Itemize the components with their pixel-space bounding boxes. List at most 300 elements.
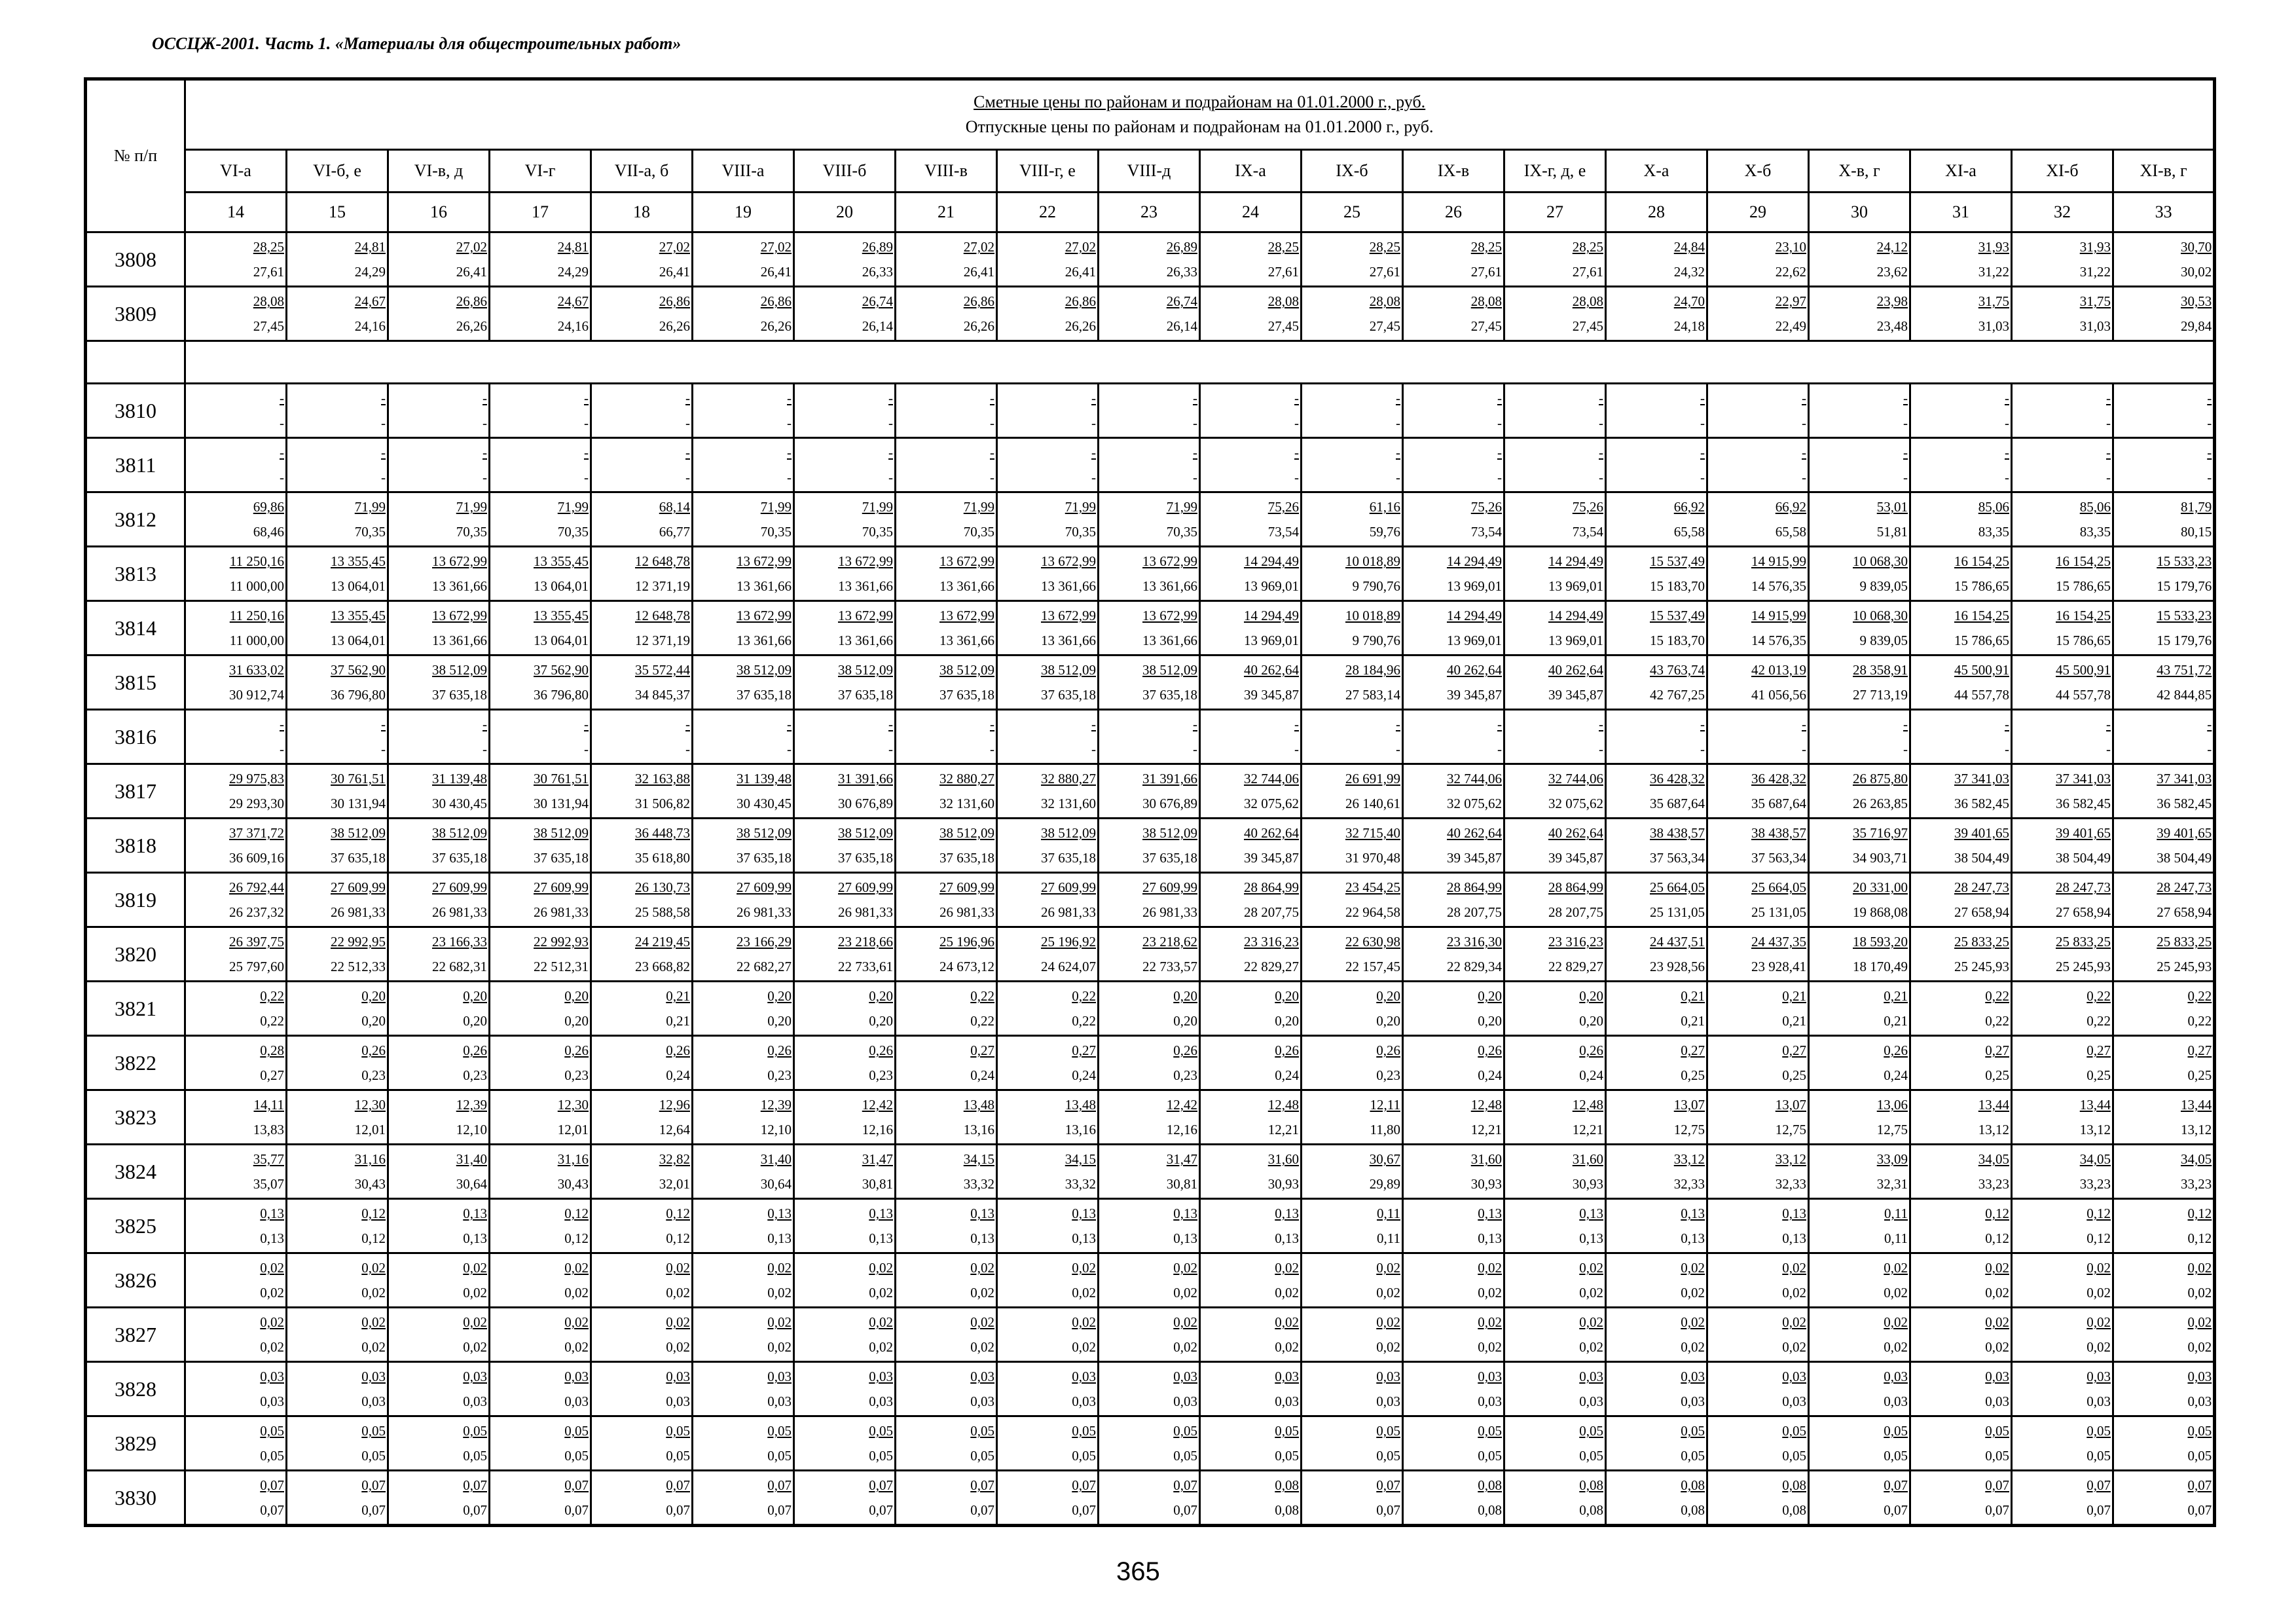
estimated-price: 0,03: [1884, 1369, 1908, 1384]
estimated-price: 0,03: [1782, 1369, 1806, 1384]
price-cell: [1302, 1471, 1403, 1526]
release-price: 24,18: [1673, 318, 1705, 334]
release-price: 27,61: [1572, 264, 1603, 280]
release-price: 0,21: [1681, 1013, 1705, 1029]
release-price: -: [584, 415, 589, 431]
release-price: 12,01: [354, 1122, 386, 1137]
estimated-price: -: [2106, 390, 2111, 406]
estimated-price: 10 018,89: [1345, 553, 1400, 569]
release-price: 27 658,94: [2157, 904, 2212, 920]
release-price: 13 361,66: [939, 578, 994, 594]
row-number: 3823: [86, 1090, 185, 1145]
table-row: [86, 873, 2215, 927]
release-price: 13 361,66: [838, 578, 893, 594]
price-cell: [1200, 287, 1302, 341]
price-cell: [591, 1253, 693, 1308]
release-price: 31,03: [2079, 318, 2111, 334]
estimated-price: 26,86: [456, 293, 487, 309]
price-cell: [1200, 384, 1302, 438]
release-price: 12,10: [760, 1122, 792, 1137]
estimated-price: 0,26: [1478, 1043, 1502, 1058]
release-price: 11,80: [1370, 1122, 1400, 1137]
estimated-price: -: [483, 445, 487, 460]
release-price: 70,35: [862, 524, 893, 540]
estimated-price: 28,25: [1470, 239, 1502, 255]
price-cell: [1504, 492, 1606, 547]
price-cell: [1200, 1145, 1302, 1199]
price-cell: [1403, 492, 1504, 547]
estimated-price: 24,81: [557, 239, 589, 255]
release-price: 0,12: [666, 1230, 690, 1246]
estimated-price: -: [1294, 390, 1299, 406]
row-number: 3818: [86, 819, 185, 873]
price-cell: [287, 1036, 388, 1090]
price-cell: [388, 287, 490, 341]
release-price: 0,02: [1275, 1285, 1299, 1301]
release-price: 0,05: [1478, 1448, 1502, 1464]
estimated-price: 23 218,62: [1142, 934, 1197, 950]
estimated-price: -: [1802, 390, 1806, 406]
estimated-price: 34,15: [963, 1151, 994, 1167]
estimated-price: 85,06: [2079, 499, 2111, 515]
column-number: 23: [1099, 193, 1200, 232]
estimated-price: 0,03: [1681, 1369, 1705, 1384]
price-cell: [388, 1253, 490, 1308]
price-cell: [1910, 710, 2012, 764]
release-price: 37 635,18: [534, 850, 589, 866]
release-price: 37 635,18: [331, 850, 386, 866]
release-price: 0,23: [869, 1067, 893, 1083]
price-cell: [794, 710, 896, 764]
estimated-price: -: [483, 390, 487, 406]
estimated-price: -: [1903, 445, 1908, 460]
price-cell: [591, 438, 693, 492]
estimated-price: 53,01: [1876, 499, 1908, 515]
price-cell: [2113, 927, 2215, 982]
spacer-cell: [86, 341, 185, 384]
estimated-price: -: [990, 390, 994, 406]
price-cell: [287, 819, 388, 873]
estimated-price: -: [1497, 390, 1502, 406]
price-cell: [287, 384, 388, 438]
estimated-price: 12,42: [862, 1097, 893, 1113]
price-cell: [1302, 873, 1403, 927]
price-cell: [1200, 819, 1302, 873]
release-price: -: [1193, 741, 1197, 757]
column-number: 22: [997, 193, 1099, 232]
price-cell: [1606, 1090, 1707, 1145]
price-cell: [287, 492, 388, 547]
estimated-price: 13 672,99: [432, 608, 487, 623]
release-price: 0,20: [1173, 1013, 1197, 1029]
estimated-price: 0,03: [1579, 1369, 1603, 1384]
price-cell: [1809, 927, 1910, 982]
price-cell: [794, 655, 896, 710]
release-price: 30,02: [2180, 264, 2212, 280]
estimated-price: 43 751,72: [2157, 662, 2212, 678]
price-cell: [1707, 601, 1809, 655]
price-cell: [1099, 384, 1200, 438]
table-row: [86, 1199, 2215, 1253]
release-price: 13 969,01: [1548, 578, 1603, 594]
price-cell: [287, 1253, 388, 1308]
estimated-price: 27 609,99: [1142, 879, 1197, 895]
release-price: 13 969,01: [1447, 578, 1502, 594]
estimated-price: 35 716,97: [1853, 825, 1908, 841]
release-price: 26 981,33: [838, 904, 893, 920]
release-price: 0,03: [1884, 1393, 1908, 1409]
price-cell: [1809, 710, 1910, 764]
release-price: 31,03: [1978, 318, 2009, 334]
release-price: 0,12: [564, 1230, 589, 1246]
estimated-price: 0,02: [361, 1314, 386, 1330]
estimated-price: 0,12: [666, 1206, 690, 1221]
estimated-price: 31,40: [760, 1151, 792, 1167]
estimated-price: 38 512,09: [838, 662, 893, 678]
release-price: 0,02: [2187, 1285, 2212, 1301]
price-cell: [490, 492, 591, 547]
price-cell: [794, 1253, 896, 1308]
release-price: 0,05: [564, 1448, 589, 1464]
estimated-price: 0,02: [260, 1260, 284, 1276]
estimated-price: 14 294,49: [1447, 608, 1502, 623]
price-cell: [693, 982, 794, 1036]
estimated-price: 0,03: [1985, 1369, 2009, 1384]
estimated-price: 0,13: [1478, 1206, 1502, 1221]
estimated-price: 26,86: [760, 293, 792, 309]
estimated-price: 13 672,99: [838, 553, 893, 569]
price-cell: [794, 492, 896, 547]
release-price: 0,02: [564, 1285, 589, 1301]
release-price: 0,02: [1681, 1285, 1705, 1301]
release-price: 0,12: [2187, 1230, 2212, 1246]
release-price: -: [1802, 741, 1806, 757]
price-cell: [490, 710, 591, 764]
release-price: 13,83: [253, 1122, 284, 1137]
price-cell: [1910, 1471, 2012, 1526]
row-number: 3810: [86, 384, 185, 438]
price-cell: [2113, 1090, 2215, 1145]
estimated-price: 31 139,48: [737, 771, 792, 786]
estimated-price: 0,20: [767, 988, 792, 1004]
estimated-price: 28,25: [1572, 239, 1603, 255]
release-price: 12,21: [1572, 1122, 1603, 1137]
release-price: 39 345,87: [1447, 850, 1502, 866]
estimated-price: 12,39: [760, 1097, 792, 1113]
region-header: VI-а: [185, 150, 287, 193]
release-price: 24,29: [354, 264, 386, 280]
row-number: 3813: [86, 547, 185, 601]
estimated-price: 14,11: [253, 1097, 284, 1113]
release-price: 27,61: [1267, 264, 1299, 280]
price-cell: [388, 710, 490, 764]
price-cell: [896, 927, 997, 982]
row-number: 3826: [86, 1253, 185, 1308]
price-cell: [1606, 1145, 1707, 1199]
release-price: 0,05: [463, 1448, 487, 1464]
price-cell: [287, 1090, 388, 1145]
price-cell: [1302, 1308, 1403, 1362]
estimated-price: 13,44: [1978, 1097, 2009, 1113]
release-price: 0,07: [1376, 1502, 1400, 1518]
release-price: 0,05: [1884, 1448, 1908, 1464]
price-cell: [591, 1145, 693, 1199]
price-cell: [693, 927, 794, 982]
estimated-price: 38 512,09: [838, 825, 893, 841]
price-cell: [2012, 1308, 2113, 1362]
release-price: 0,02: [2086, 1339, 2111, 1355]
release-price: 26,26: [456, 318, 487, 334]
column-number: 24: [1200, 193, 1302, 232]
price-cell: [1910, 655, 2012, 710]
release-price: 0,02: [869, 1339, 893, 1355]
release-price: -: [888, 415, 893, 431]
estimated-price: 13,44: [2180, 1097, 2212, 1113]
release-price: 0,08: [1782, 1502, 1806, 1518]
table-row: [86, 764, 2215, 819]
header-region-row: [86, 150, 2215, 193]
release-price: 0,24: [1275, 1067, 1299, 1083]
estimated-price: 0,27: [1985, 1043, 2009, 1058]
release-price: -: [1903, 741, 1908, 757]
price-cell: [896, 819, 997, 873]
price-cell: [490, 1308, 591, 1362]
price-cell: [1504, 710, 1606, 764]
release-price: 0,03: [1173, 1393, 1197, 1409]
price-cell: [1809, 492, 1910, 547]
price-cell: [1809, 601, 1910, 655]
price-cell: [2113, 1471, 2215, 1526]
release-price: 66,77: [659, 524, 690, 540]
price-cell: [693, 601, 794, 655]
release-price: 0,13: [1681, 1230, 1705, 1246]
price-table: [84, 77, 2216, 1527]
estimated-price: 15 533,23: [2157, 608, 2212, 623]
estimated-price: -: [381, 716, 386, 732]
price-cell: [2012, 1036, 2113, 1090]
release-price: 0,11: [1884, 1230, 1908, 1246]
release-price: 0,05: [1579, 1448, 1603, 1464]
table-body: [86, 232, 2215, 1526]
release-price: 0,02: [463, 1339, 487, 1355]
release-price: 0,07: [463, 1502, 487, 1518]
estimated-price: 34,15: [1065, 1151, 1096, 1167]
price-cell: [794, 1199, 896, 1253]
region-header: VI-б, е: [287, 150, 388, 193]
price-cell: [388, 764, 490, 819]
release-price: 25 131,05: [1650, 904, 1705, 920]
estimated-price: 0,02: [1376, 1314, 1400, 1330]
estimated-price: 71,99: [456, 499, 487, 515]
price-cell: [1099, 927, 1200, 982]
release-price: 0,02: [970, 1339, 994, 1355]
estimated-price: 25 196,96: [939, 934, 994, 950]
release-price: 37 635,18: [1041, 850, 1096, 866]
release-price: 37 635,18: [737, 687, 792, 703]
price-cell: [287, 1416, 388, 1471]
estimated-price: -: [1091, 445, 1096, 460]
release-price: 0,05: [666, 1448, 690, 1464]
release-price: -: [685, 415, 690, 431]
price-cell: [2113, 384, 2215, 438]
region-header: X-в, г: [1809, 150, 1910, 193]
release-price: 22 829,27: [1244, 959, 1299, 974]
estimated-price: 38 438,57: [1650, 825, 1705, 841]
table-row: [86, 547, 2215, 601]
price-cell: [388, 982, 490, 1036]
release-price: 0,03: [1985, 1393, 2009, 1409]
release-price: 26 981,33: [939, 904, 994, 920]
estimated-price: 0,13: [1681, 1206, 1705, 1221]
estimated-price: 35,77: [253, 1151, 284, 1167]
estimated-price: -: [685, 716, 690, 732]
price-cell: [490, 1199, 591, 1253]
price-cell: [1504, 438, 1606, 492]
release-price: 0,03: [361, 1393, 386, 1409]
release-price: 23 668,82: [635, 959, 690, 974]
price-cell: [185, 1253, 287, 1308]
release-price: 0,03: [666, 1393, 690, 1409]
release-price: 29,84: [2180, 318, 2212, 334]
release-price: 0,08: [1478, 1502, 1502, 1518]
estimated-price: 0,02: [1985, 1260, 2009, 1276]
price-cell: [693, 1090, 794, 1145]
estimated-price: -: [2207, 716, 2212, 732]
estimated-price: 11 250,16: [229, 553, 284, 569]
estimated-price: 0,05: [1579, 1423, 1603, 1439]
price-cell: [388, 438, 490, 492]
estimated-price: 33,12: [1673, 1151, 1705, 1167]
release-price: -: [483, 470, 487, 485]
estimated-price: 26 130,73: [635, 879, 690, 895]
estimated-price: -: [787, 716, 792, 732]
estimated-price: 28 358,91: [1853, 662, 1908, 678]
estimated-price: 0,05: [1173, 1423, 1197, 1439]
release-price: 25 588,58: [635, 904, 690, 920]
column-number: 33: [2113, 193, 2215, 232]
price-cell: [287, 438, 388, 492]
release-price: 26,41: [760, 264, 792, 280]
price-cell: [693, 873, 794, 927]
estimated-price: 0,13: [1072, 1206, 1096, 1221]
release-price: 22 829,34: [1447, 959, 1502, 974]
estimated-price: 27,02: [659, 239, 690, 255]
price-cell: [1707, 1362, 1809, 1416]
estimated-price: 0,22: [970, 988, 994, 1004]
estimated-price: 0,08: [1275, 1477, 1299, 1493]
price-cell: [287, 927, 388, 982]
table-row: [86, 655, 2215, 710]
price-cell: [2113, 232, 2215, 287]
estimated-price: 0,02: [2086, 1260, 2111, 1276]
price-cell: [1200, 547, 1302, 601]
estimated-price: 0,07: [1376, 1477, 1400, 1493]
estimated-price: 25 833,25: [2157, 934, 2212, 950]
release-price: 0,03: [1478, 1393, 1502, 1409]
release-price: 26 981,33: [1142, 904, 1197, 920]
price-cell: [794, 764, 896, 819]
estimated-price: 23 166,33: [432, 934, 487, 950]
price-cell: [896, 1308, 997, 1362]
table-row: [86, 438, 2215, 492]
row-number: 3814: [86, 601, 185, 655]
row-number: 3830: [86, 1471, 185, 1526]
release-price: -: [685, 470, 690, 485]
release-price: 27 583,14: [1345, 687, 1400, 703]
estimated-price: 27 609,99: [432, 879, 487, 895]
release-price: 30 131,94: [534, 796, 589, 811]
estimated-price: 40 262,64: [1447, 825, 1502, 841]
price-cell: [997, 492, 1099, 547]
release-price: -: [1497, 741, 1502, 757]
region-header: XI-в, г: [2113, 150, 2215, 193]
price-cell: [1910, 287, 2012, 341]
release-price: 0,03: [1681, 1393, 1705, 1409]
price-cell: [1707, 287, 1809, 341]
price-cell: [1606, 710, 1707, 764]
estimated-price: 31,75: [1978, 293, 2009, 309]
table-row: [86, 927, 2215, 982]
estimated-price: 45 500,91: [2056, 662, 2111, 678]
estimated-price: 0,05: [1376, 1423, 1400, 1439]
price-cell: [997, 1362, 1099, 1416]
price-cell: [1403, 655, 1504, 710]
price-cell: [997, 873, 1099, 927]
price-cell: [1606, 873, 1707, 927]
release-price: 33,32: [963, 1176, 994, 1192]
price-cell: [490, 819, 591, 873]
release-price: -: [1396, 470, 1400, 485]
release-price: 0,02: [2086, 1285, 2111, 1301]
estimated-price: 0,02: [1782, 1260, 1806, 1276]
release-price: 12 371,19: [635, 633, 690, 648]
release-price: 0,02: [1782, 1339, 1806, 1355]
release-price: 37 635,18: [939, 687, 994, 703]
price-cell: [1809, 1416, 1910, 1471]
price-cell: [997, 1416, 1099, 1471]
price-cell: [388, 1471, 490, 1526]
price-cell: [287, 982, 388, 1036]
release-price: 13 361,66: [432, 578, 487, 594]
price-cell: [490, 655, 591, 710]
price-cell: [1099, 1308, 1200, 1362]
release-price: 73,54: [1267, 524, 1299, 540]
release-price: 27,61: [1369, 264, 1400, 280]
release-price: 9 839,05: [1859, 633, 1908, 648]
price-cell: [896, 1036, 997, 1090]
estimated-price: 26 691,99: [1345, 771, 1400, 786]
estimated-price: 0,03: [260, 1369, 284, 1384]
price-cell: [490, 764, 591, 819]
estimated-price: 11 250,16: [229, 608, 284, 623]
price-cell: [794, 1416, 896, 1471]
estimated-price: 0,03: [1173, 1369, 1197, 1384]
release-price: 26,26: [963, 318, 994, 334]
price-cell: [287, 710, 388, 764]
price-cell: [1099, 1253, 1200, 1308]
estimated-price: 71,99: [760, 499, 792, 515]
release-price: 37 635,18: [432, 850, 487, 866]
release-price: 32 131,60: [1041, 796, 1096, 811]
estimated-price: 31,60: [1267, 1151, 1299, 1167]
release-price: 30,81: [1166, 1176, 1197, 1192]
price-cell: [1910, 764, 2012, 819]
estimated-price: 23 316,23: [1244, 934, 1299, 950]
release-price: 0,21: [1884, 1013, 1908, 1029]
release-price: 0,13: [970, 1230, 994, 1246]
row-number: 3829: [86, 1416, 185, 1471]
price-cell: [2012, 927, 2113, 982]
